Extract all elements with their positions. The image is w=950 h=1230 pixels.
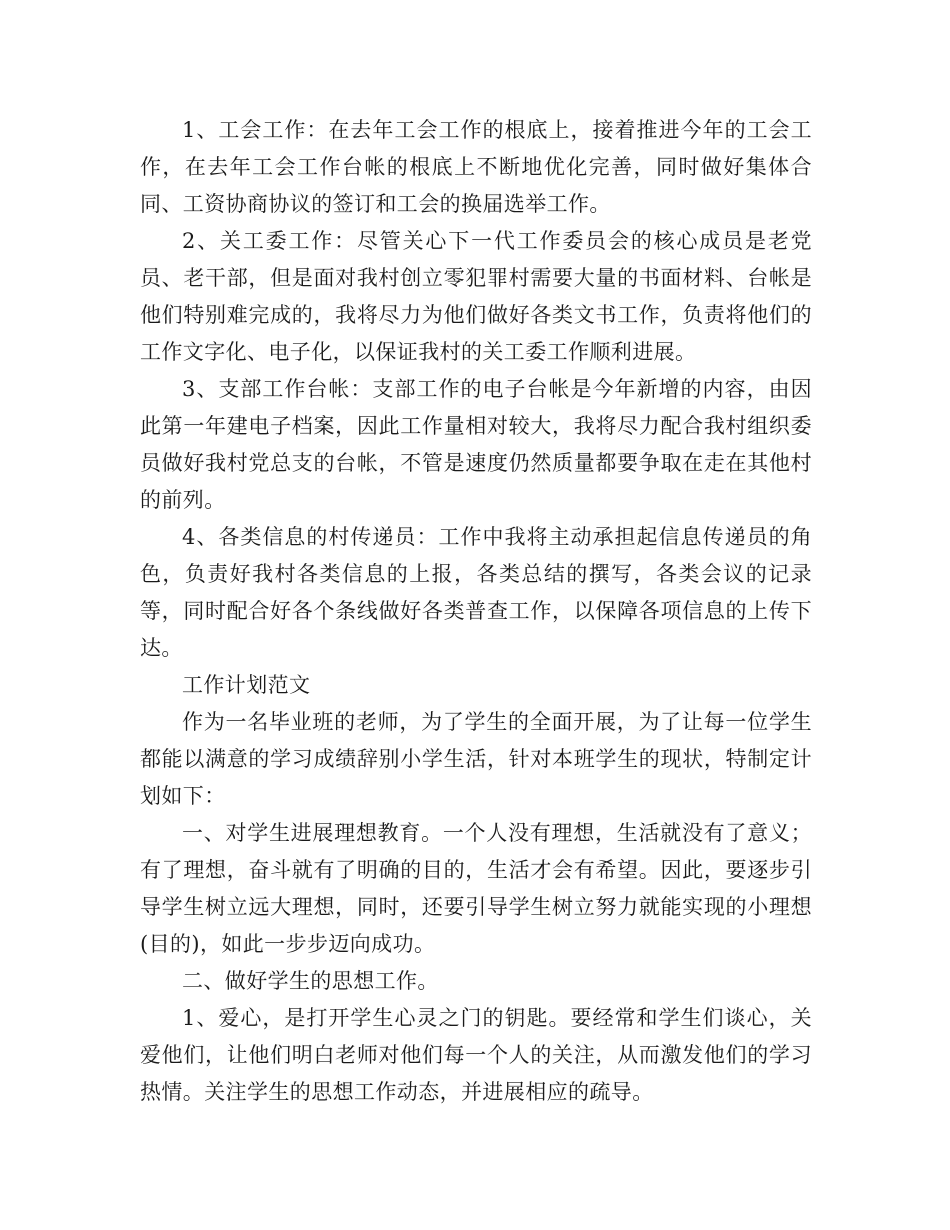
paragraph-thought-work: 二、做好学生的思想工作。	[182, 969, 439, 993]
paragraph-love: 1、爱心，是打开学生心灵之门的钥匙。要经常和学生们谈心，关爱他们，让他们明白老师对他们每一个人的关注，从而激发他们的学习热情。关注学生的思想工作动态，并进展相应的疏导。	[140, 1006, 812, 1104]
paragraph-youth-committee: 2、关工委工作：尽管关心下一代工作委员会的核心成员是老党员、老干部，但是面对我村创立零犯罪村需要大量的书面材料、台帐是他们特别难完成的，我将尽力为他们做好各类文书工作，负责将他们的工作文字化、电子化，以保证我村的关工委工作顺利进展。	[140, 229, 812, 364]
paragraph-branch-ledger: 3、支部工作台帐：支部工作的电子台帐是今年新增的内容，由因此第一年建电子档案，因此工作量相对较大，我将尽力配合我村组织委员做好我村党总支的台帐，不管是速度仍然质量都要争取在走在其他村的前列。	[140, 377, 812, 512]
paragraph-ideal-education: 一、对学生进展理想教育。一个人没有理想，生活就没有了意义；有了理想，奋斗就有了明确的目的，生活才会有希望。因此，要逐步引导学生树立远大理想，同时，还要引导学生树立努力就能实现的小理想(目的)，如此一步步迈向成功。	[140, 821, 812, 956]
paragraph-info-messenger: 4、各类信息的村传递员：工作中我将主动承担起信息传递员的角色，负责好我村各类信息的上报，各类总结的撰写，各类会议的记录等，同时配合好各个条线做好各类普查工作，以保障各项信息的上传下达。	[140, 525, 812, 660]
document-body	[140, 112, 812, 1111]
section-heading: 工作计划范文	[182, 673, 311, 697]
paragraph-union-work: 1、工会工作：在去年工会工作的根底上，接着推进今年的工会工作，在去年工会工作台帐的根底上不断地优化完善，同时做好集体合同、工资协商协议的签订和工会的换届选举工作。	[140, 118, 812, 216]
paragraph-intro: 作为一名毕业班的老师，为了学生的全面开展，为了让每一位学生都能以满意的学习成绩辞别小学生活，针对本班学生的现状，特制定计划如下：	[140, 710, 812, 808]
